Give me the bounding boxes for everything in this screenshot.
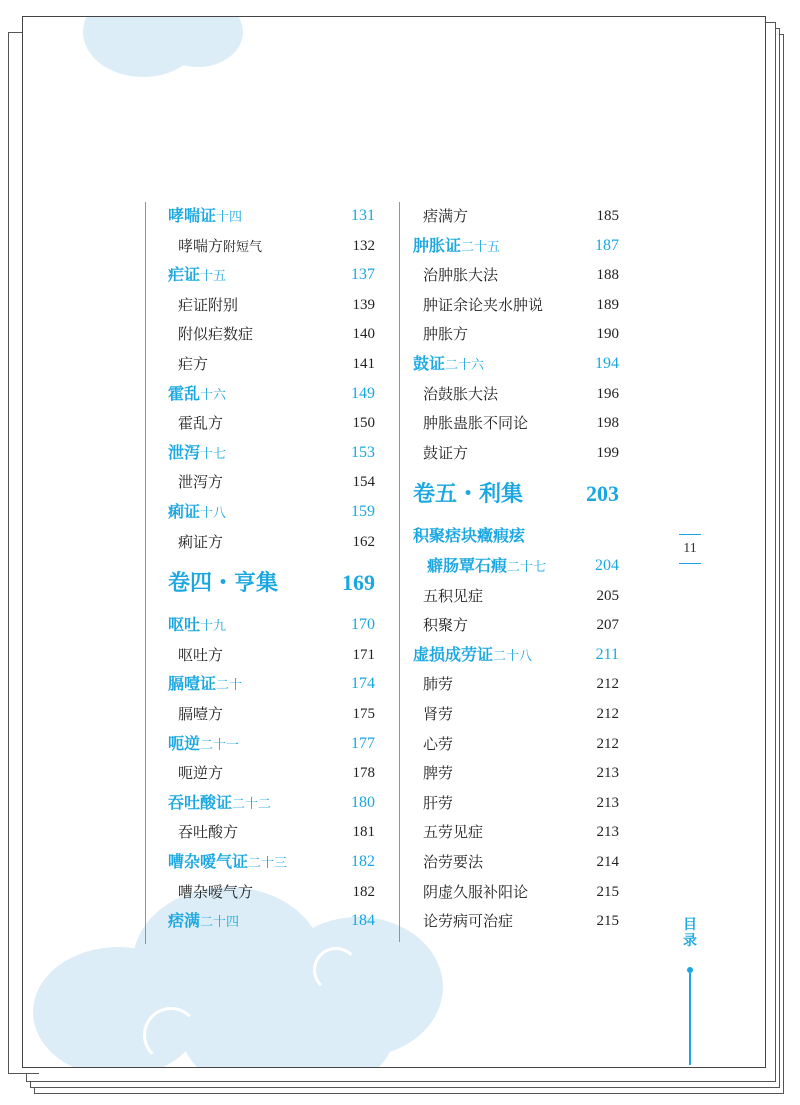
toc-entry-title: [168, 848, 287, 878]
toc-entry-title: [178, 350, 208, 378]
toc-entry-title: [423, 730, 453, 758]
toc-entry-page: 171: [352, 646, 375, 663]
toc-entry-title-text: 呃逆: [168, 733, 201, 753]
toc-entry-page: 131: [351, 207, 375, 224]
toc-entry-title: [423, 409, 528, 437]
toc-entry-title-text: 虚损成劳证: [413, 644, 494, 664]
toc-entry: [413, 522, 619, 550]
toc-entry: [168, 878, 375, 906]
toc-entry-page: 159: [351, 503, 375, 520]
toc-entry-title-text: 哮喘方: [178, 236, 224, 255]
toc-entry-title: [413, 641, 532, 671]
toc-entry: [168, 380, 375, 408]
toc-entry-title: [413, 350, 484, 380]
toc-entry: [168, 907, 375, 935]
toc-page: [22, 16, 766, 1068]
toc-entry-title-text: 痞满: [168, 911, 201, 931]
toc-entry-title-text: 哮喘证: [168, 206, 217, 225]
toc-entry-title: [423, 907, 513, 935]
toc-entry-title-text: 治劳要法: [423, 853, 484, 871]
toc-entry-title-text: 肾劳: [423, 705, 454, 723]
toc-entry-title: [168, 907, 239, 937]
toc-entry-page: 141: [352, 356, 375, 372]
toc-entry-title: [413, 522, 525, 550]
toc-entry-page: 215: [596, 913, 619, 930]
toc-entry-chapter-number: 十四: [216, 210, 243, 225]
toc-entry-chapter-number: 二十一: [200, 737, 240, 753]
toc-entry: [168, 202, 375, 230]
toc-entry-title-text: 癖肠覃石瘕: [427, 556, 508, 575]
toc-entry-page: 196: [596, 385, 619, 402]
toc-entry-page: 194: [595, 355, 619, 372]
toc-entry-chapter-number: 二十三: [248, 856, 288, 871]
toc-entry-title-text: 肿胀蛊胀不同论: [423, 414, 529, 433]
toc-entry-title: [168, 611, 226, 641]
toc-entry-page: 150: [352, 415, 375, 432]
toc-entry: [413, 670, 619, 698]
toc-entry-title: [178, 232, 262, 262]
toc-entry-title: [168, 569, 278, 597]
toc-entry: [413, 409, 619, 437]
toc-entry-title: [178, 818, 238, 846]
toc-entry: [413, 582, 619, 610]
toc-entry-page: 212: [596, 706, 619, 722]
toc-entry-title-text: 嘈杂嗳气方: [178, 882, 254, 901]
toc-entry: [413, 380, 619, 408]
toc-entry-page: 215: [596, 883, 619, 900]
toc-entry-title: [423, 878, 528, 906]
toc-entry-title: [178, 409, 223, 437]
toc-entry-title-text: 痢证方: [178, 532, 224, 551]
toc-entry-chapter-number: 十九: [200, 619, 227, 635]
toc-entry: [413, 350, 619, 378]
toc-entry-chapter-number: 二十: [216, 678, 243, 694]
toc-entry: [413, 700, 619, 728]
toc-entry-page: 212: [596, 735, 619, 752]
toc-entry-chapter-number: 二十六: [445, 358, 485, 373]
toc-entry-page: 175: [352, 706, 375, 722]
toc-entry-page: 181: [352, 824, 375, 841]
toc-entry-title-text: 肺劳: [423, 675, 454, 694]
toc-entry-title: [178, 291, 238, 319]
toc-entry-page: 190: [596, 326, 619, 343]
toc-entry-title-text: 肿胀证: [413, 235, 462, 255]
toc-entry-chapter-number: 二十四: [200, 915, 240, 931]
toc-entry: [168, 468, 375, 496]
toc-entry: [413, 818, 619, 846]
toc-entry-title: [178, 759, 223, 787]
toc-entry-title-text: 泄泻: [168, 442, 201, 462]
toc-entry: [413, 759, 619, 787]
toc-entry: [413, 789, 619, 817]
toc-entry-page: 213: [596, 824, 619, 841]
toc-entry-page: 214: [596, 854, 619, 870]
toc-entry-title: [178, 528, 223, 556]
toc-entry-page: 184: [351, 912, 375, 930]
cloud-swirl: [143, 1007, 199, 1063]
toc-entry-title-text: 鼓证: [413, 354, 446, 373]
toc-entry-chapter-number: 十五: [200, 269, 227, 285]
toc-entry: [168, 291, 375, 319]
toc-entry-page: 169: [342, 570, 375, 596]
toc-entry-page: 204: [595, 557, 619, 574]
toc-entry-title: [423, 789, 453, 817]
toc-entry-title-text: 吞吐酸证: [168, 792, 233, 812]
toc-entry-title-text: 治鼓胀大法: [423, 384, 499, 403]
toc-entry-title: [423, 670, 453, 698]
toc-entry-page: 207: [596, 617, 619, 634]
toc-entry-title-text: 阴虚久服补阳论: [423, 882, 529, 901]
toc-entry-title-text: 嘈杂嗳气证: [168, 852, 249, 871]
toc-entry-page: 187: [595, 236, 619, 254]
toc-entry-page: 198: [596, 415, 619, 432]
toc-entry-title-text: 膈噎证: [168, 674, 217, 694]
toc-entry-title-text: 心劳: [423, 734, 454, 753]
toc-entry-title-text: 治肿胀大法: [423, 266, 499, 285]
toc-entry-page: 153: [351, 443, 375, 461]
toc-entry-page: 162: [352, 533, 375, 550]
toc-entry-page: 189: [596, 296, 619, 313]
toc-entry-page: 174: [351, 675, 375, 693]
toc-entry: [168, 320, 375, 348]
toc-entry: [413, 907, 619, 935]
page-number: 11: [679, 534, 701, 564]
toc-entry-title-text: 鼓证方: [423, 443, 469, 462]
toc-entry-chapter-number: 二十五: [461, 239, 501, 255]
toc-entry: [168, 730, 375, 758]
toc-entry-chapter-number: 十七: [200, 446, 227, 462]
toc-entry-title-text: 霍乱: [168, 383, 201, 403]
cloud-swirl: [313, 947, 359, 993]
toc-entry-title-text: 附似疟数症: [178, 325, 254, 344]
toc-entry-page: 199: [596, 444, 619, 461]
toc-entry-title: [423, 439, 468, 467]
toc-entry-page: 154: [352, 474, 375, 491]
toc-entry-note: 附短气: [223, 239, 263, 255]
toc-entry-title-text: 脾劳: [423, 764, 454, 783]
toc-entry-page: 212: [596, 676, 619, 693]
toc-entry: [413, 232, 619, 260]
toc-entry-page: 132: [352, 237, 375, 254]
toc-entry-chapter-number: 十六: [200, 387, 227, 403]
toc-entry-title-text: 疟方: [178, 355, 209, 373]
toc-entry-title-text: 肿证余论夹水肿说: [423, 295, 544, 314]
toc-entry: [413, 641, 619, 669]
toc-entry-page: 211: [595, 645, 619, 663]
toc-entry: [168, 232, 375, 260]
toc-entry: [413, 611, 619, 639]
toc-entry-title-text: 卷四・亨集: [168, 570, 279, 597]
toc-entry-title: [423, 611, 468, 639]
toc-entry-title: [168, 439, 226, 469]
toc-entry-title-text: 霍乱方: [178, 414, 224, 433]
toc-entry-title: [423, 202, 468, 230]
toc-entry-title: [423, 261, 498, 289]
toc-entry-page: 137: [351, 266, 375, 284]
toc-entry-title: [423, 582, 483, 610]
right-column-rule: [399, 202, 400, 942]
toc-entry-page: 180: [351, 793, 375, 811]
toc-entry: [413, 848, 619, 876]
toc-entry: [413, 202, 619, 230]
toc-entry-title-text: 五积见症: [423, 586, 484, 605]
toc-entry-page: 213: [596, 794, 619, 811]
toc-entry-page: 205: [596, 587, 619, 604]
toc-entry-title-text: 膈噎方: [178, 705, 224, 723]
toc-entry: [168, 261, 375, 289]
toc-entry-title: [168, 498, 226, 528]
toc-entry-title-text: 肝劳: [423, 793, 454, 812]
toc-entry-title-text: 吞吐酸方: [178, 823, 239, 842]
toc-entry-title-text: 肿胀方: [423, 325, 469, 344]
toc-entry-title: [423, 700, 453, 728]
toc-entry: [168, 759, 375, 787]
toc-entry: [168, 350, 375, 378]
toc-entry-chapter-number: 二十二: [232, 796, 272, 812]
toc-entry-page: 140: [352, 326, 375, 343]
toc-entry-page: 139: [352, 296, 375, 313]
toc-entry-page: 149: [351, 384, 375, 402]
toc-entry-page: 185: [596, 208, 619, 224]
toc-entry-title: [423, 848, 483, 876]
toc-entry-title-text: 论劳病可治症: [423, 912, 514, 931]
toc-entry-title-text: 积聚痞块癥瘕痃: [413, 526, 526, 546]
toc-entry: [168, 670, 375, 698]
toc-entry-title: [427, 552, 546, 582]
toc-entry-title: [423, 320, 468, 348]
toc-entry-page: 182: [351, 853, 375, 870]
toc-entry-title: [168, 789, 271, 819]
toc-entry-title-text: 泄泻方: [178, 473, 224, 492]
toc-entry-title: [423, 818, 483, 846]
toc-entry-title-text: 积聚方: [423, 616, 469, 635]
toc-entry-title: [168, 380, 226, 410]
toc-entry: [168, 611, 375, 639]
toc-entry: [413, 291, 619, 319]
toc-entry-chapter-number: 十八: [200, 506, 227, 521]
toc-entry-page: 177: [351, 734, 375, 752]
toc-entry-page: 178: [352, 765, 375, 782]
toc-entry: [168, 409, 375, 437]
toc-entry-title-text: 疟证: [168, 265, 201, 285]
toc-entry-title: [413, 480, 523, 508]
toc-entry-title: [168, 730, 239, 760]
toc-entry-title-text: 卷五・利集: [413, 481, 524, 508]
toc-entry-title: [178, 641, 223, 669]
toc-entry-title: [423, 380, 498, 408]
side-rule: [689, 973, 691, 1065]
toc-entry-title: [423, 759, 453, 787]
toc-entry-title-text: 呃逆方: [178, 764, 224, 783]
toc-entry-page: 188: [596, 267, 619, 284]
toc-entry: [413, 878, 619, 906]
toc-entry-title-text: 痞满方: [423, 207, 469, 225]
toc-entry: [168, 498, 375, 526]
toc-entry-title-text: 呕吐方: [178, 645, 224, 664]
toc-entry-title: [168, 670, 242, 700]
toc-entry-title: [178, 700, 223, 728]
toc-entry-title: [168, 261, 226, 291]
toc-entry: [168, 439, 375, 467]
toc-entry: [413, 730, 619, 758]
toc-entry: [413, 261, 619, 289]
toc-entry-title: [168, 202, 242, 232]
toc-entry-title: [413, 232, 500, 262]
section-side-label: 目录: [683, 917, 697, 949]
toc-entry: [168, 848, 375, 876]
toc-entry: [168, 641, 375, 669]
toc-entry-title: [423, 291, 543, 319]
toc-entry: [413, 320, 619, 348]
toc-entry-title-text: 疟证附别: [178, 295, 239, 314]
toc-entry: [413, 480, 619, 508]
left-column-rule: [145, 202, 146, 944]
toc-entry: [413, 552, 619, 580]
toc-entry: [168, 818, 375, 846]
toc-entry-chapter-number: 二十七: [507, 560, 547, 575]
toc-entry: [168, 789, 375, 817]
toc-entry-title-text: 呕吐: [168, 615, 201, 635]
toc-entry-title: [178, 878, 253, 906]
toc-entry: [413, 439, 619, 467]
toc-entry-page: 203: [586, 481, 619, 507]
toc-entry-title-text: 五劳见症: [423, 823, 484, 842]
toc-entry-page: 213: [596, 765, 619, 782]
toc-entry-title: [178, 468, 223, 496]
toc-entry: [168, 700, 375, 728]
toc-entry: [168, 528, 375, 556]
toc-entry-page: 182: [352, 883, 375, 900]
toc-entry: [168, 569, 375, 597]
toc-entry-page: 170: [351, 616, 375, 634]
toc-entry-chapter-number: 二十八: [493, 648, 533, 664]
toc-entry-title-text: 痢证: [168, 502, 201, 521]
toc-entry-title: [178, 320, 253, 348]
